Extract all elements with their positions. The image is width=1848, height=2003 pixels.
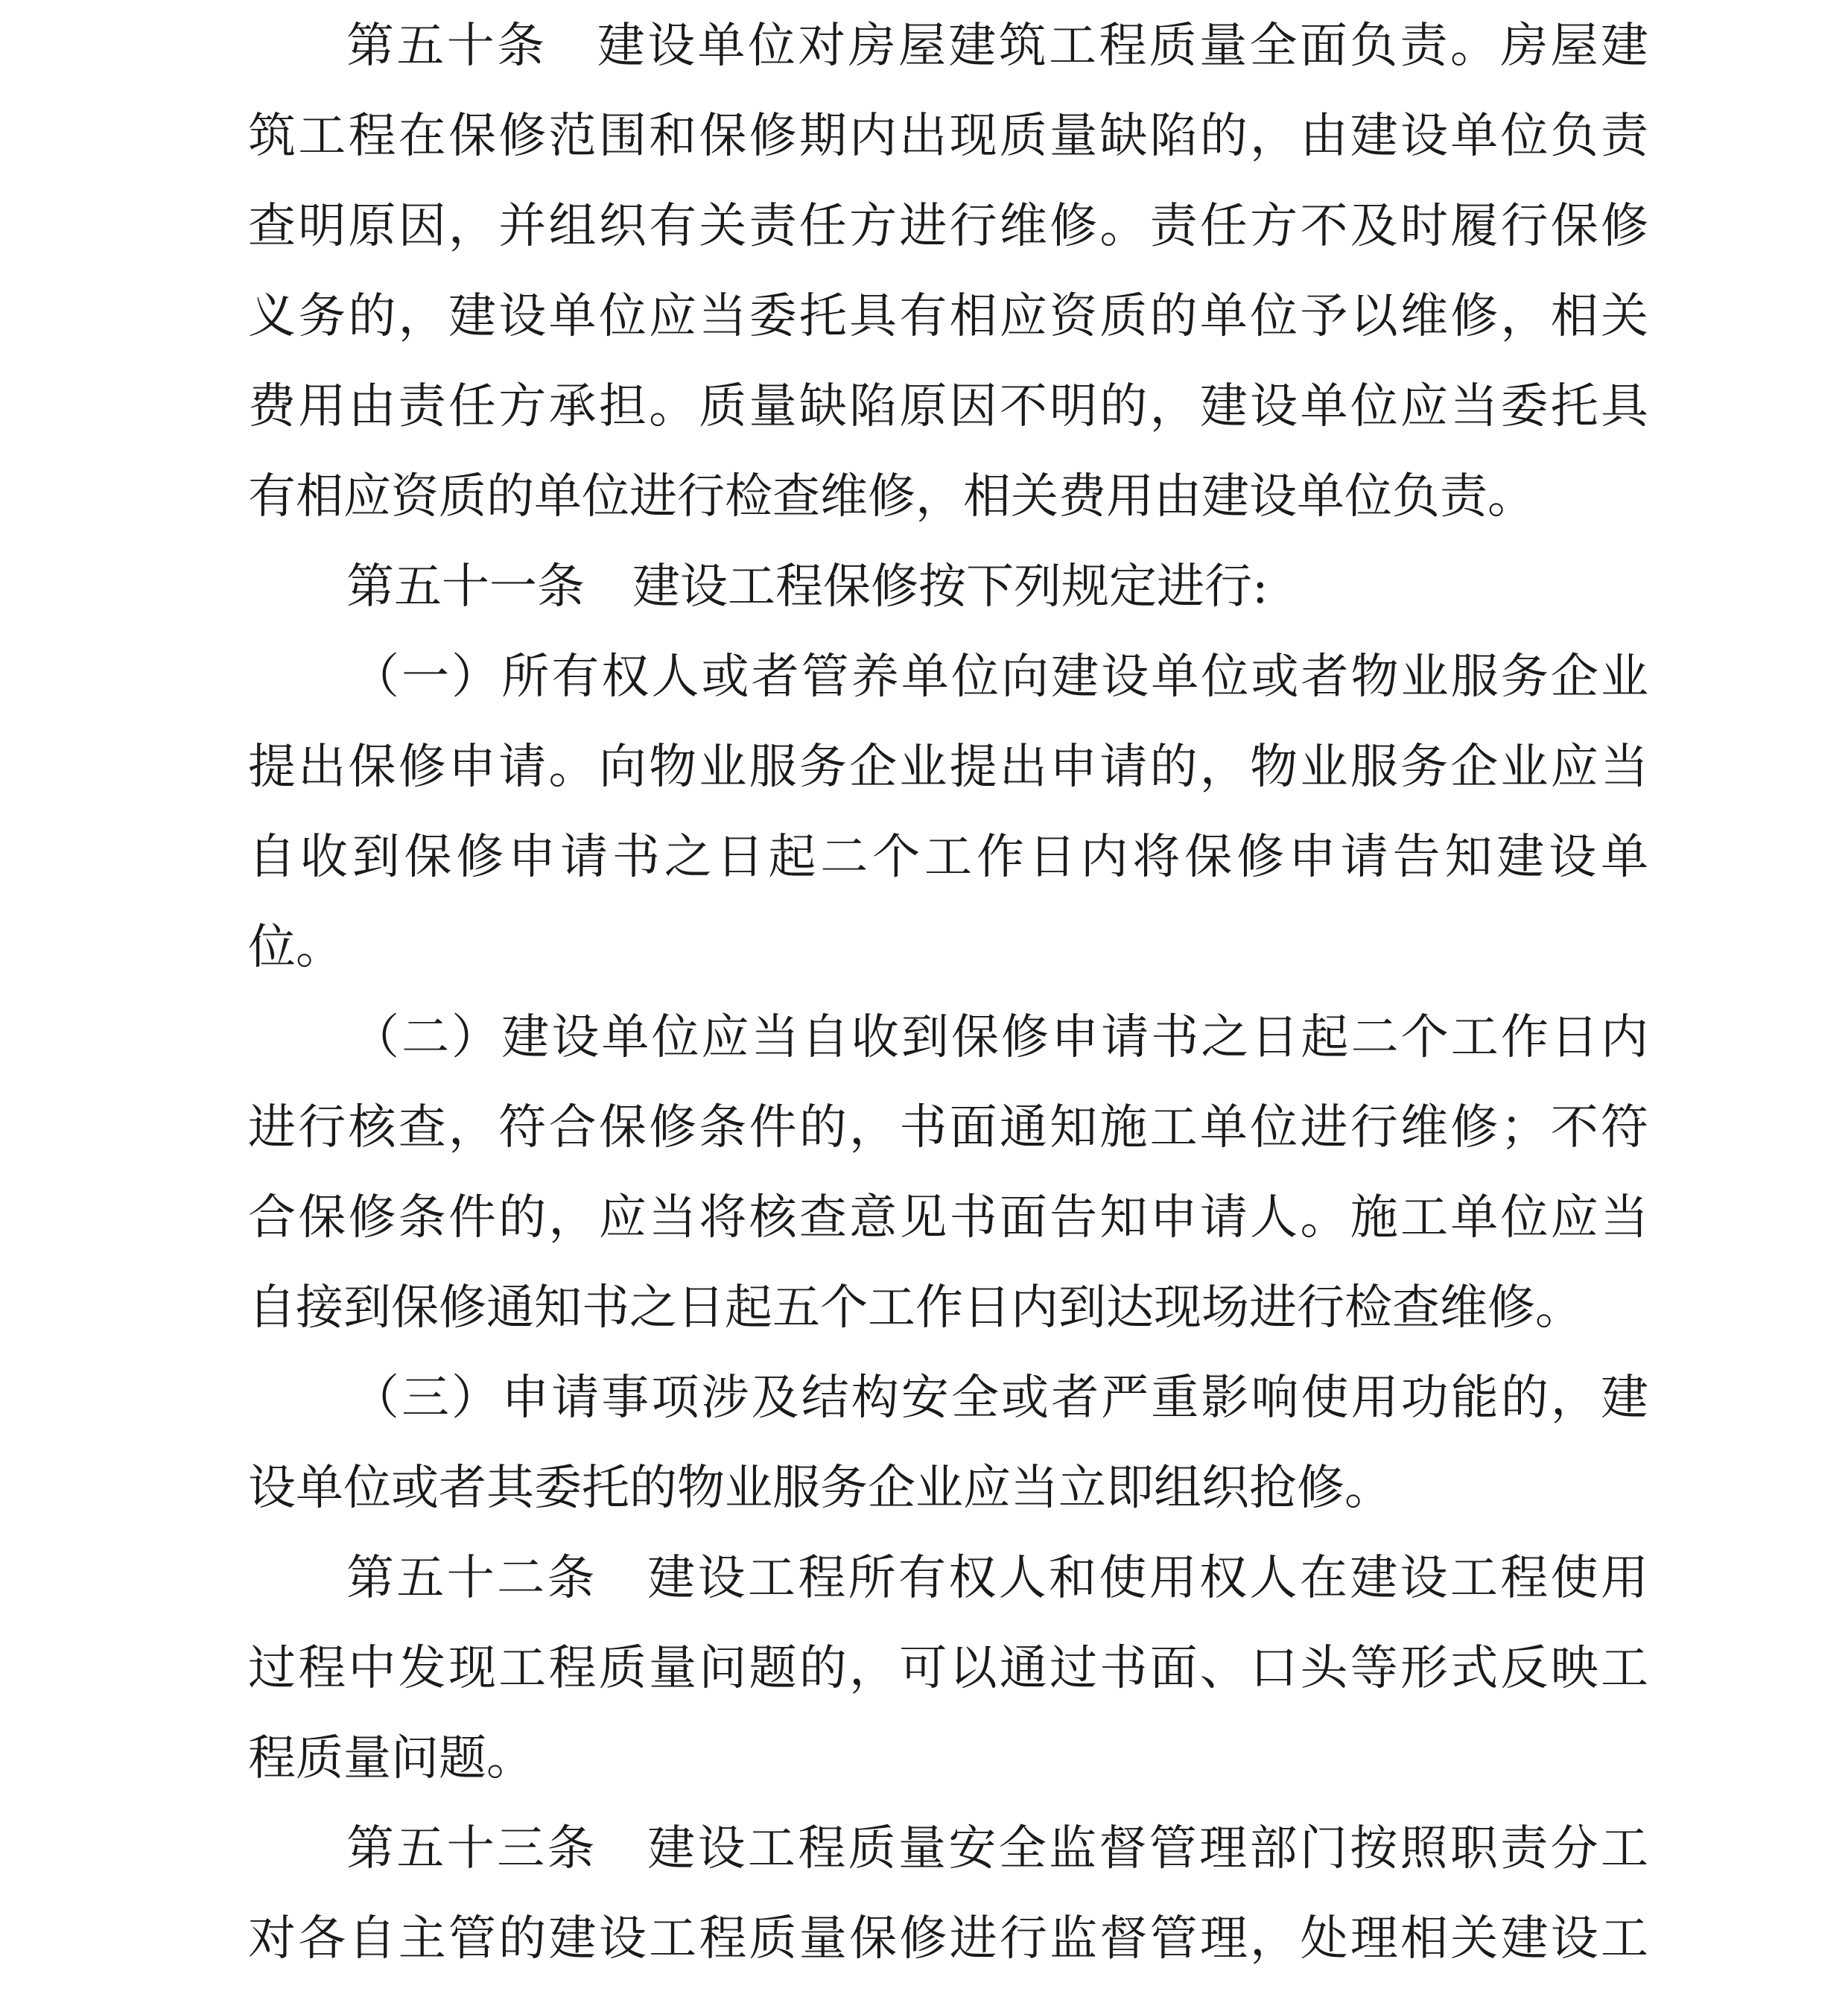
article-52-line-3: 程质量问题。	[248, 1731, 534, 1786]
article-52-line-1: 第五十二条 建设工程所有权人和使用权人在建设工程使用	[346, 1551, 1648, 1606]
article-53-line-1: 第五十三条 建设工程质量安全监督管理部门按照职责分工	[346, 1821, 1648, 1876]
article-51-item-3-line-2: 设单位或者其委托的物业服务企业应当立即组织抢修。	[248, 1461, 1392, 1516]
article-51-heading: 第五十一条 建设工程保修按下列规定进行:	[346, 559, 1268, 615]
article-50-line-6: 有相应资质的单位进行检查维修，相关费用由建设单位负责。	[248, 469, 1535, 524]
article-51-item-1-line-3: 自收到保修申请书之日起二个工作日内将保修申请告知建设单	[248, 830, 1648, 885]
article-51-item-1-line-2: 提出保修申请。向物业服务企业提出申请的，物业服务企业应当	[248, 740, 1648, 795]
article-51-item-2-line-4: 自接到保修通知书之日起五个工作日内到达现场进行检查维修。	[248, 1280, 1583, 1336]
article-52-line-2: 过程中发现工程质量问题的，可以通过书面、口头等形式反映工	[248, 1641, 1648, 1696]
article-50-line-2: 筑工程在保修范围和保修期内出现质量缺陷的，由建设单位负责	[248, 109, 1648, 164]
article-51-item-1-line-1: （一）所有权人或者管养单位向建设单位或者物业服务企业	[352, 650, 1648, 705]
article-51-item-3-line-1: （三）申请事项涉及结构安全或者严重影响使用功能的，建	[352, 1371, 1648, 1426]
article-50-line-5: 费用由责任方承担。质量缺陷原因不明的，建设单位应当委托具	[248, 379, 1648, 434]
article-51-item-2-line-2: 进行核查，符合保修条件的，书面通知施工单位进行维修；不符	[248, 1100, 1648, 1155]
article-50-line-4: 义务的，建设单位应当委托具有相应资质的单位予以维修，相关	[248, 289, 1648, 344]
article-50-line-3: 查明原因，并组织有关责任方进行维修。责任方不及时履行保修	[248, 199, 1648, 254]
article-53-line-2: 对各自主管的建设工程质量保修进行监督管理，处理相关建设工	[248, 1911, 1648, 1967]
article-51-item-2-line-3: 合保修条件的，应当将核查意见书面告知申请人。施工单位应当	[248, 1190, 1648, 1245]
article-51-item-1-line-4: 位。	[248, 920, 343, 975]
article-50-line-1: 第五十条 建设单位对房屋建筑工程质量全面负责。房屋建	[346, 19, 1648, 74]
article-51-item-2-line-1: （二）建设单位应当自收到保修申请书之日起二个工作日内	[352, 1010, 1648, 1065]
